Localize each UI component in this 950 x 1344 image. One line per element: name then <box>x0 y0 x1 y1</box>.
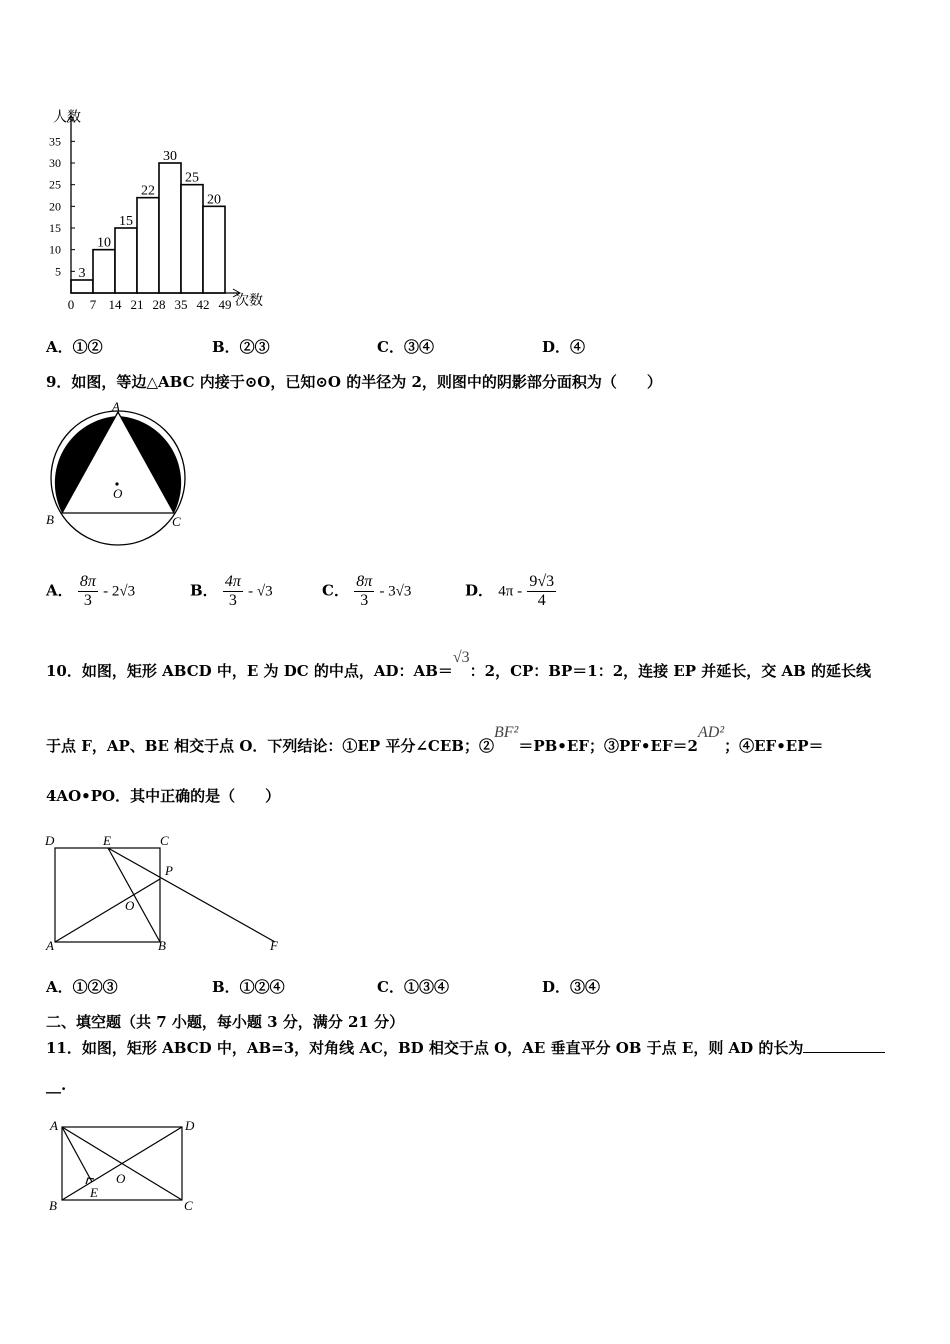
label-F: F <box>270 938 278 953</box>
text: ；④EF•EP＝ <box>724 737 824 755</box>
label-E: E <box>103 833 111 848</box>
y-axis-label: 人数 <box>53 110 81 126</box>
label-O: O <box>116 1171 126 1186</box>
bar-value-label: 10 <box>97 235 111 251</box>
y-tick-label: 30 <box>49 156 61 170</box>
label-A: A <box>46 938 54 953</box>
option-rest: - √3 <box>248 583 273 600</box>
q11-stem <box>46 1037 885 1058</box>
label-E: E <box>90 1185 98 1200</box>
x-tick-label: 35 <box>174 297 188 312</box>
y-tick-label: 35 <box>49 134 61 149</box>
q10-line3: 4AO•PO．其中正确的是（ ） <box>46 787 281 805</box>
q8-option-c[interactable]: C．③④ <box>377 338 434 356</box>
label-B: B <box>158 938 166 953</box>
answer-blank[interactable] <box>803 1052 885 1053</box>
denominator: 3 <box>360 592 369 609</box>
x-tick-label: 14 <box>108 297 122 312</box>
denominator: 3 <box>83 592 92 609</box>
q9-option-d[interactable] <box>465 573 556 610</box>
label-C: C <box>184 1198 193 1213</box>
bf-squared: BF² <box>493 724 519 741</box>
label-A: A <box>112 399 120 414</box>
label-O: O <box>125 898 135 913</box>
bar-value-label: 20 <box>207 192 221 208</box>
bar-value-label: 22 <box>141 183 155 199</box>
q8-option-d[interactable]: D．④ <box>542 338 586 356</box>
label-D: D <box>45 833 55 848</box>
x-axis-label: 次数 <box>235 294 263 309</box>
bar <box>93 250 115 293</box>
y-tick-label: 10 <box>49 242 61 257</box>
q8-option-b[interactable]: B．②③ <box>212 338 270 356</box>
numerator: 9√3 <box>529 573 555 590</box>
x-tick-label: 42 <box>196 297 210 312</box>
text: ＝PB•EF；③PF•EF＝2 <box>518 737 698 755</box>
section-heading: 二、填空题（共 7 小题，每小题 3 分，满分 21 分） <box>46 1013 405 1031</box>
option-rest: - 3√3 <box>379 583 412 600</box>
text: 于点 F，AP、BE 相交于点 O．下列结论：①EP 平分∠CEB；② <box>46 737 494 755</box>
label-B: B <box>49 1198 57 1213</box>
label-A: A <box>50 1118 58 1133</box>
sqrt3: √3 <box>452 649 470 666</box>
denominator: 4 <box>537 592 546 609</box>
x-tick-label: 7 <box>89 297 97 312</box>
bar <box>181 185 203 293</box>
y-tick-label: 15 <box>49 221 61 235</box>
q11-tail: __. <box>46 1076 67 1094</box>
y-tick-label: 5 <box>55 264 61 279</box>
q10-rectangle-figure <box>40 830 290 955</box>
x-tick-label: 49 <box>218 297 232 312</box>
x-tick-label: 21 <box>130 297 144 312</box>
fraction <box>78 573 98 610</box>
y-tick-label: 20 <box>49 199 61 214</box>
q10-option-c[interactable]: C．①③④ <box>377 978 449 996</box>
q9-option-b[interactable] <box>190 573 273 610</box>
q10-line1 <box>46 649 872 681</box>
option-pre: 4π - <box>498 583 523 600</box>
label-C: C <box>172 514 181 529</box>
q9-circle-figure <box>40 398 200 553</box>
label-O: O <box>113 486 123 501</box>
ad-squared: AD² <box>697 724 725 741</box>
x-tick-label: 0 <box>67 297 75 312</box>
text: ：2，CP：BP＝1：2，连接 EP 并延长，交 AB 的延长线 <box>469 662 872 680</box>
label-C: C <box>160 833 169 848</box>
q10-option-a[interactable]: A．①②③ <box>46 978 118 996</box>
q10-option-b[interactable]: B．①②④ <box>212 978 285 996</box>
q10-option-d[interactable]: D．③④ <box>542 978 601 996</box>
q10-line2 <box>46 724 824 756</box>
q11-rectangle-figure <box>40 1112 210 1217</box>
label-B: B <box>46 512 54 527</box>
text: 11．如图，矩形 ABCD 中，AB=3，对角线 AC，BD 相交于点 O，AE 垂直平分 OB 于点 E，则 AD 的长为 <box>46 1039 804 1057</box>
numerator: 8π <box>79 573 96 590</box>
option-label: D． <box>465 581 494 600</box>
fraction <box>527 573 556 610</box>
numerator: 4π <box>224 573 241 590</box>
fraction <box>354 573 374 610</box>
label-P: P <box>165 863 173 878</box>
option-label: C． <box>322 581 349 600</box>
text: 10．如图，矩形 ABCD 中，E 为 DC 的中点，AD：AB＝ <box>46 662 453 680</box>
q9-option-c[interactable] <box>322 573 411 610</box>
bar <box>115 228 137 293</box>
label-D: D <box>185 1118 195 1133</box>
bar <box>203 206 225 293</box>
option-label: B． <box>190 581 218 600</box>
bar-value-label: 30 <box>163 149 177 164</box>
bar <box>159 163 181 293</box>
x-tick-label: 28 <box>152 297 166 312</box>
bar <box>71 280 93 293</box>
option-rest: - 2√3 <box>103 583 136 600</box>
numerator: 8π <box>356 573 373 590</box>
fraction <box>223 573 243 610</box>
bar-value-label: 25 <box>185 170 199 186</box>
denominator: 3 <box>228 592 237 609</box>
bar <box>137 198 159 293</box>
y-tick-label: 25 <box>49 177 61 192</box>
q9-option-a[interactable] <box>46 573 135 610</box>
q8-option-a[interactable]: A．①② <box>46 338 103 356</box>
histogram-chart <box>0 0 300 320</box>
bar-value-label: 3 <box>78 266 86 281</box>
option-label: A． <box>46 581 73 600</box>
bar-value-label: 15 <box>119 214 133 229</box>
q9-stem: 9．如图，等边△ABC 内接于⊙O，已知⊙O 的半径为 2，则图中的阴影部分面积为（ ） <box>46 373 662 391</box>
